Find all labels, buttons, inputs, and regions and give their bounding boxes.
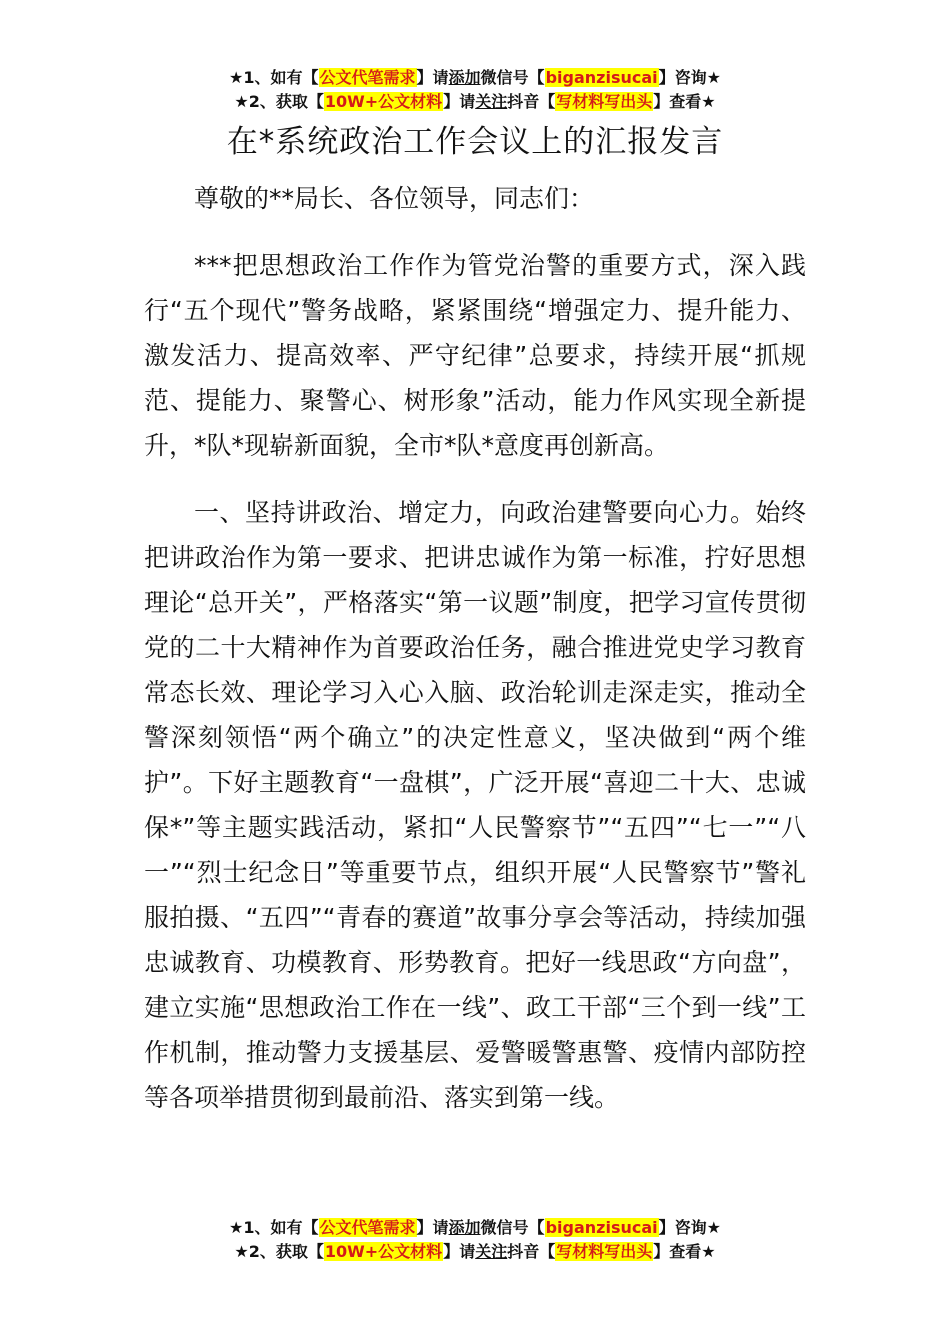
promo-text: ★2、获取【	[234, 1242, 324, 1261]
document-title: 在*系统政治工作会议上的汇报发言	[226, 124, 724, 160]
promo-wechat-id: biganzisucai	[545, 68, 658, 87]
promo-text: 微信号【	[480, 1218, 545, 1237]
promo-text: 】请	[443, 1242, 476, 1261]
document-body	[144, 176, 806, 1142]
promo-text: 】请	[416, 68, 449, 87]
promo-text: 抖音【	[507, 92, 556, 111]
promo-line-2	[0, 90, 950, 114]
promo-emphasis: 添加	[448, 68, 481, 87]
promo-line-2	[0, 1240, 950, 1264]
promo-text: 】咨询★	[658, 1218, 721, 1237]
promo-highlight: 公文代笔需求	[319, 68, 416, 87]
promo-emphasis: 关注	[475, 92, 508, 111]
promo-line-1	[0, 1216, 950, 1240]
salutation: 尊敬的**局长、各位领导，同志们：	[194, 184, 595, 213]
promo-text: 微信号【	[480, 68, 545, 87]
promo-text: 】查看★	[653, 92, 716, 111]
promo-text: 】请	[416, 1218, 449, 1237]
promo-line-1	[0, 66, 950, 90]
paragraph-section-1: 一、坚持讲政治、增定力，向政治建警要向心力。始终把讲政治作为第一要求、把讲忠诚作为第一标准，拧好思想理论“总开关”，严格落实“第一议题”制度，把学习宣传贯彻党的二十大精神作为首要政治任务，融合推进党史学习教育常态长效、理论学习入心入脑、政治轮训走深走实，推动全警深刻领悟“两个确立”的决定性意义，坚决做到“两个维护”。下好主题教育“一盘棋”，广泛开展“喜迎二十大、忠诚保*”等主题实践活动，紧扣“人民警察节”“五四”“七一”“八一”“烈士纪念日”等重要节点，组织开展“人民警察节”警礼服拍摄、“五四”“青春的赛道”故事分享会等活动，持续加强忠诚教育、功模教育、形势教育。把好一线思政“方向盘”，建立实施“思想政治工作在一线”、政工干部“三个到一线”工作机制，推动警力支援基层、爱警暖警惠警、疫情内部防控等各项举措贯彻到最前沿、落实到第一线。	[144, 498, 806, 1112]
promo-banner-top	[0, 66, 950, 114]
promo-highlight: 10W+公文材料	[324, 1242, 443, 1261]
paragraph-intro: ***把思想政治工作作为管党治警的重要方式，深入践行“五个现代”警务战略，紧紧围绕“增强定力、提升能力、激发活力、提高效率、严守纪律”总要求，持续开展“抓规范、提能力、聚警心、树形象”活动，能力作风实现全新提升，*队*现崭新面貌，全市*队*意度再创新高。	[144, 251, 806, 460]
promo-emphasis: 添加	[448, 1218, 481, 1237]
promo-douyin-id: 写材料写出头	[556, 92, 653, 111]
promo-highlight: 10W+公文材料	[324, 92, 443, 111]
promo-text: 】咨询★	[658, 68, 721, 87]
promo-highlight: 公文代笔需求	[319, 1218, 416, 1237]
promo-text: 抖音【	[507, 1242, 556, 1261]
promo-text: ★2、获取【	[234, 92, 324, 111]
promo-douyin-id: 写材料写出头	[556, 1242, 653, 1261]
promo-emphasis: 关注	[475, 1242, 508, 1261]
promo-wechat-id: biganzisucai	[545, 1218, 658, 1237]
promo-text: ★1、如有【	[229, 68, 319, 87]
promo-text: 】请	[443, 92, 476, 111]
promo-text: ★1、如有【	[229, 1218, 319, 1237]
promo-text: 】查看★	[653, 1242, 716, 1261]
promo-banner-bottom	[0, 1216, 950, 1264]
